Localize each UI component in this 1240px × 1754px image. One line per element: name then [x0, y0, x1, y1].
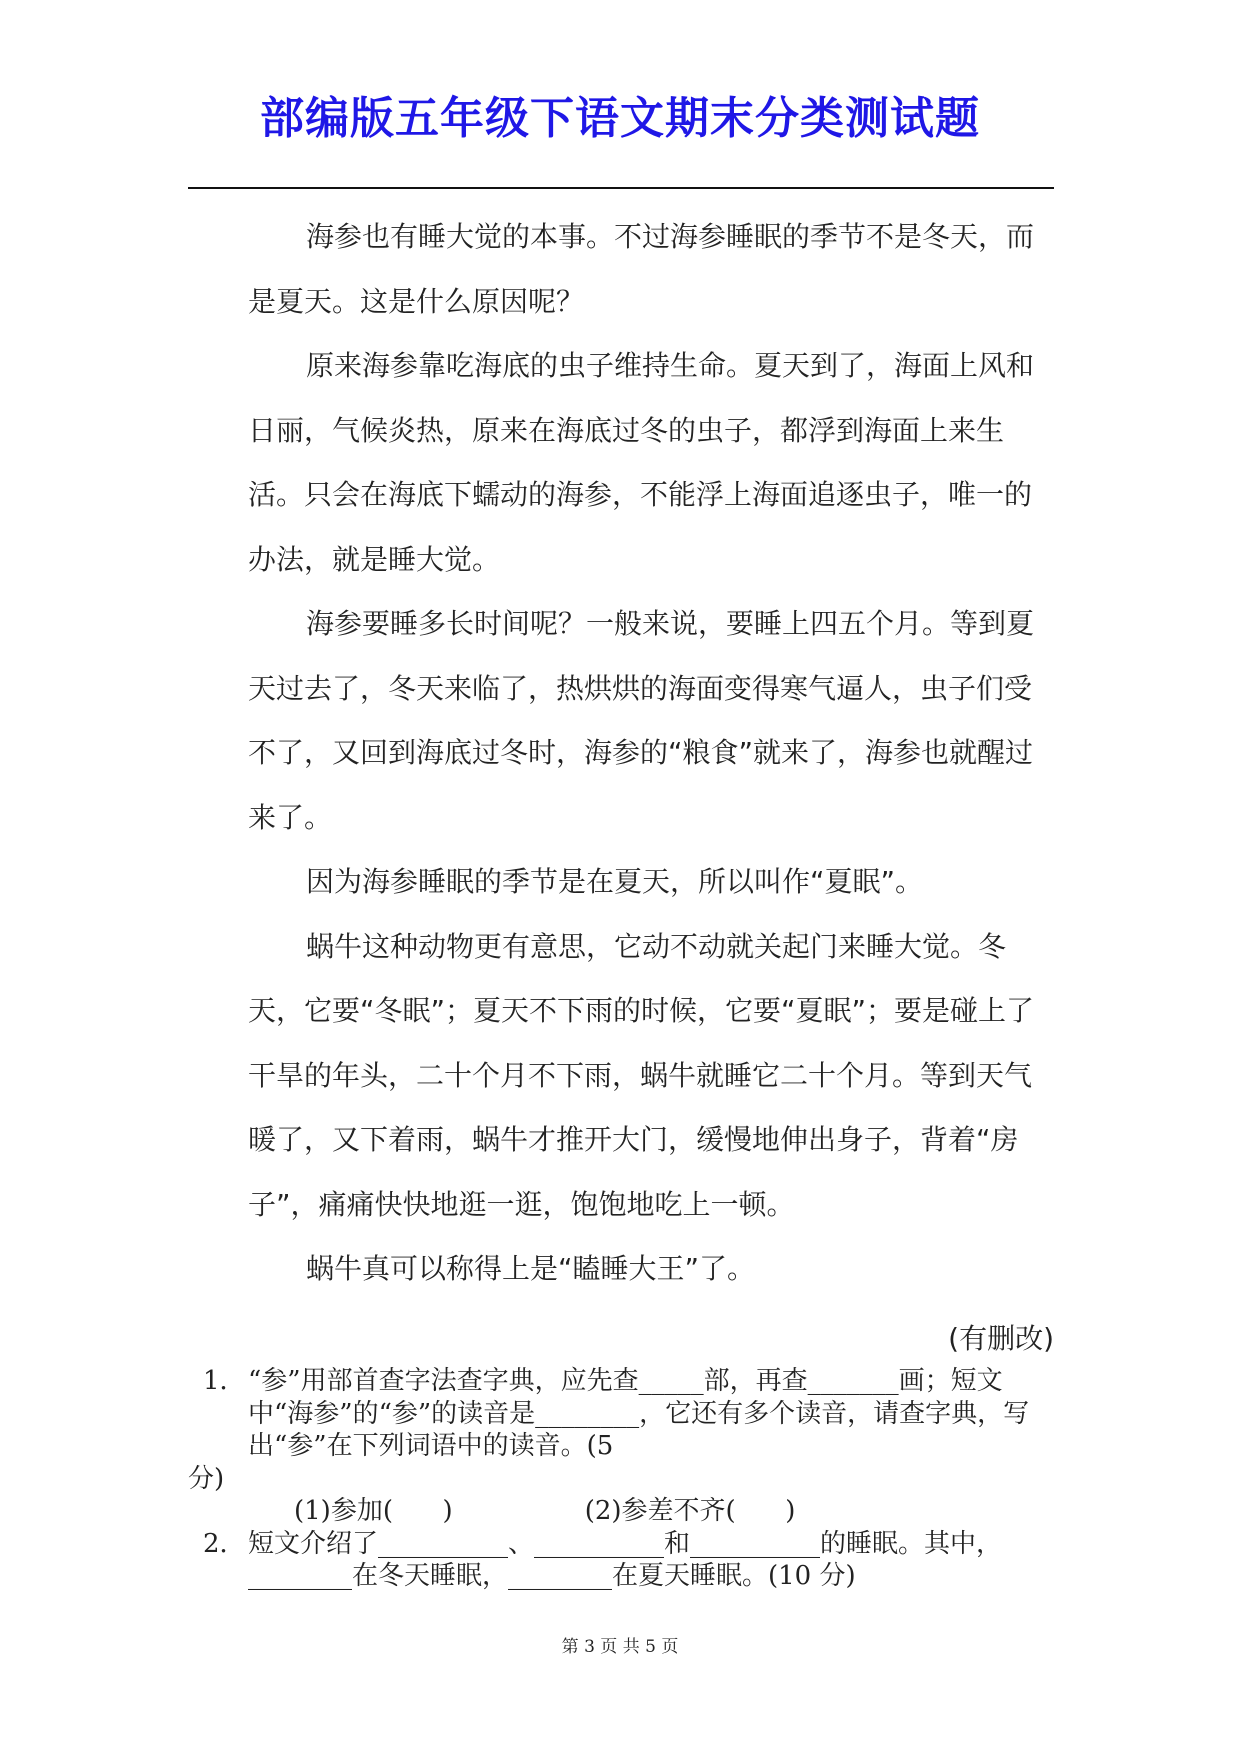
document-title: 部编版五年级下语文期末分类测试题	[260, 93, 980, 144]
page-footer: 第 3 页 共 5 页	[561, 1637, 679, 1657]
question-text: 短文介绍了__________、__________和__________的睡眠。其中，________在冬天睡眠，________在夏天睡眠。(10 分)	[248, 1528, 1003, 1591]
passage-paragraph: 蜗牛真可以称得上是“瞌睡大王”了。	[306, 1252, 756, 1285]
question-section	[188, 1365, 1054, 1593]
question-text: “参”用部首查字法查字典，应先查_____部，再查_______画；短文中“海参”的“参”的读音是________，它还有多个读音，请查字典，写出“参”在下列词语中的读音。(5	[248, 1366, 1030, 1461]
passage-paragraph: 海参要睡多长时间呢？一般来说，要睡上四五个月。等到夏天过去了，冬天来临了，热烘烘的海面变得寒气逼人，虫子们受不了，又回到海底过冬时，海参的“粮食”就来了，海参也就醒过来了。	[248, 607, 1035, 834]
source-note: (有删改)	[948, 1322, 1054, 1355]
reading-passage	[248, 205, 1054, 1302]
passage-paragraph: 海参也有睡大觉的本事。不过海参睡眠的季节不是冬天，而是夏天。这是什么原因呢？	[248, 220, 1035, 318]
question-number: 1．	[203, 1366, 246, 1396]
option-1: (1)参加( )	[294, 1496, 453, 1526]
question-1	[188, 1365, 1054, 1463]
question-number: 2．	[203, 1528, 246, 1559]
title-divider	[188, 187, 1054, 189]
option-2: (2)参差不齐( )	[584, 1496, 796, 1526]
question-1-score-tail: 分)	[188, 1463, 225, 1494]
question-1-options	[188, 1495, 1054, 1528]
passage-paragraph: 原来海参靠吃海底的虫子维持生命。夏天到了，海面上风和日丽，气候炎热，原来在海底过冬的虫子，都浮到海面上来生活。只会在海底下蠕动的海参，不能浮上海面追逐虫子，唯一的办法，就是睡大觉。	[248, 349, 1035, 576]
passage-paragraph: 蜗牛这种动物更有意思，它动不动就关起门来睡大觉。冬天，它要“冬眠”；夏天不下雨的时候，它要“夏眠”；要是碰上了干旱的年头，二十个月不下雨，蜗牛就睡它二十个月。等到天气暖了，又下着雨，蜗牛才推开大门，缓慢地伸出身子，背着“房子”，痛痛快快地逛一逛，饱饱地吃上一顿。	[248, 929, 1035, 1221]
question-2	[188, 1528, 1054, 1593]
passage-paragraph: 因为海参睡眠的季节是在夏天，所以叫作“夏眠”。	[306, 865, 924, 898]
